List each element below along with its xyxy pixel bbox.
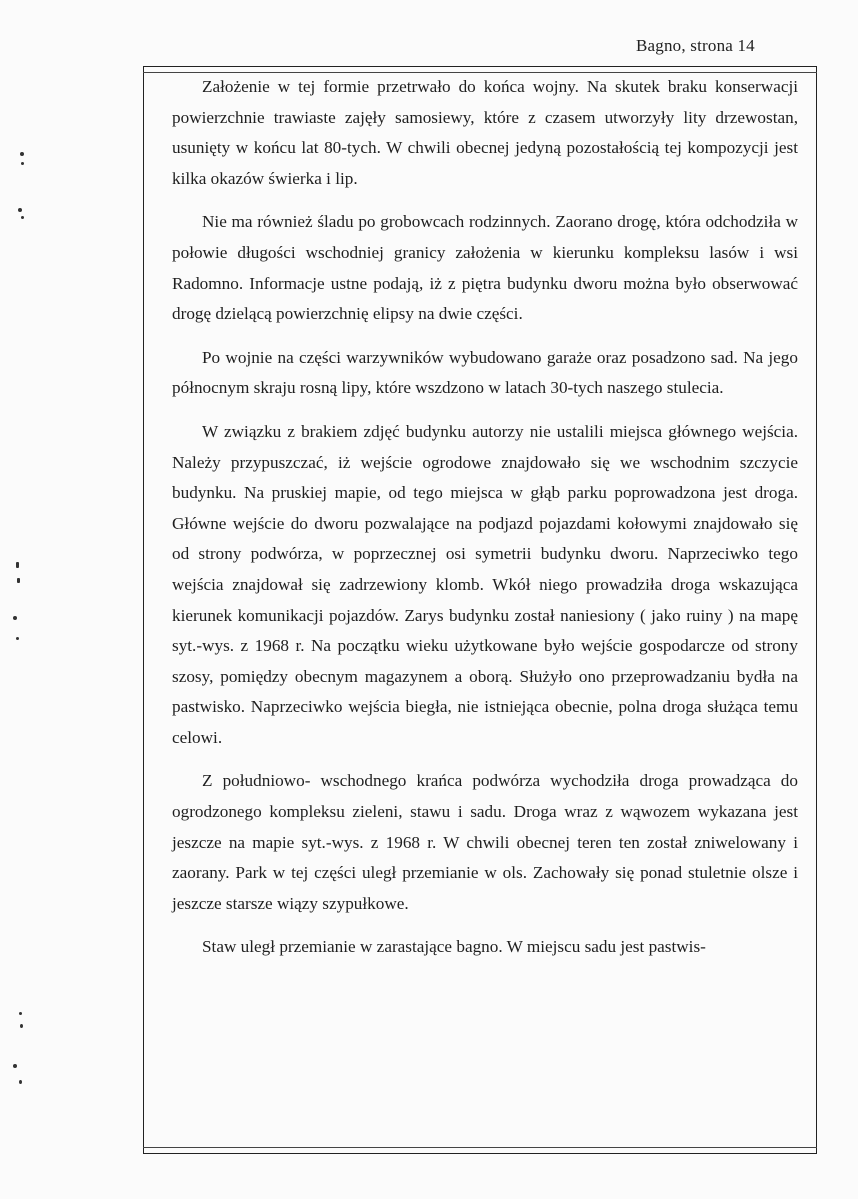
scan-speck xyxy=(19,1012,22,1015)
paragraph-4: W związku z brakiem zdjęć budynku autorzy nie ustalili miejsca głównego wejścia. Należy przypuszczać, iż wejście ogrodowe znajdowało się we wschodnim szczycie budynku. Na pruskiej mapie, od tego miejsca w głąb parku poprowadzona jest droga. Główne wejście do dworu pozwalające na podjazd pojazdami kołowymi znajdowało się od strony podwórza, w poprzecznej osi symetrii budynku dworu. Naprzeciwko tego wejścia znajdował się zadrzewiony klomb. Wkół niego prowadziła droga wskazująca kierunek komunikacji pojazdów. Zarys budynku został naniesiony ( jako ruiny ) na mapę syt.-wys. z 1968 r. Na początku wieku użytkowane było wejście gospodarcze od strony szosy, pomiędzy obecnym magazynem a oborą. Służyło ono przeprowadzaniu bydła na pastwisko. Naprzeciwko wejścia biegła, nie istniejąca obecnie, polna droga służąca temu celowi. xyxy=(172,421,798,747)
paragraph-2: Nie ma również śladu po grobowcach rodzinnych. Zaorano drogę, która odchodziła w połowie długości wschodniej granicy założenia w kierunku kompleksu lasów i wsi Radomno. Informacje ustne podają, iż z piętra budynku dworu można było obserwować drogę dzielącą powierzchnię elipsy na dwie części. xyxy=(172,212,798,324)
scan-speck xyxy=(16,562,19,568)
scan-speck xyxy=(13,616,17,620)
paragraph-6: Staw uległ przemianie w zarastające bagno. W miejscu sadu jest pastwis- xyxy=(202,937,706,957)
body-text xyxy=(172,72,798,963)
scan-speck xyxy=(16,637,19,640)
scan-speck xyxy=(18,208,22,212)
scan-speck xyxy=(20,1024,23,1028)
paragraph-5: Z południowo- wschodnego krańca podwórza wychodziła droga prowadząca do ogrodzonego kompleksu zieleni, stawu i sadu. Droga wraz z wąwozem wykazana jest jeszcze na mapie syt.-wys. z 1968 r. W chwili obecnej teren ten został zniwelowany i zaorany. Park w tej części uległ przemianie w ols. Zachowały się ponad stuletnie olsze i jeszcze starsze wiązy szypułkowe. xyxy=(172,771,798,913)
scan-speck xyxy=(21,216,24,219)
page-header: Bagno, strona 14 xyxy=(636,36,755,55)
scan-speck xyxy=(19,1080,22,1084)
scan-speck xyxy=(17,578,20,583)
paragraph-3: Po wojnie na części warzywników wybudowano garaże oraz posadzono sad. Na jego północnym skraju rosną lipy, które wszdzono w latach 30-tych naszego stulecia. xyxy=(172,347,798,398)
scan-speck xyxy=(13,1064,17,1068)
scan-speck xyxy=(20,152,24,156)
scan-speck xyxy=(21,162,24,165)
paragraph-1: Założenie w tej formie przetrwało do końca wojny. Na skutek braku konserwacji powierzchnie trawiaste zajęły samosiewy, które z czasem utworzyły lity drzewostan, usunięty w końcu lat 80-tych. W chwili obecnej jedyną pozostałością tej kompozycji jest kilka okazów świerka i lip. xyxy=(172,77,798,188)
